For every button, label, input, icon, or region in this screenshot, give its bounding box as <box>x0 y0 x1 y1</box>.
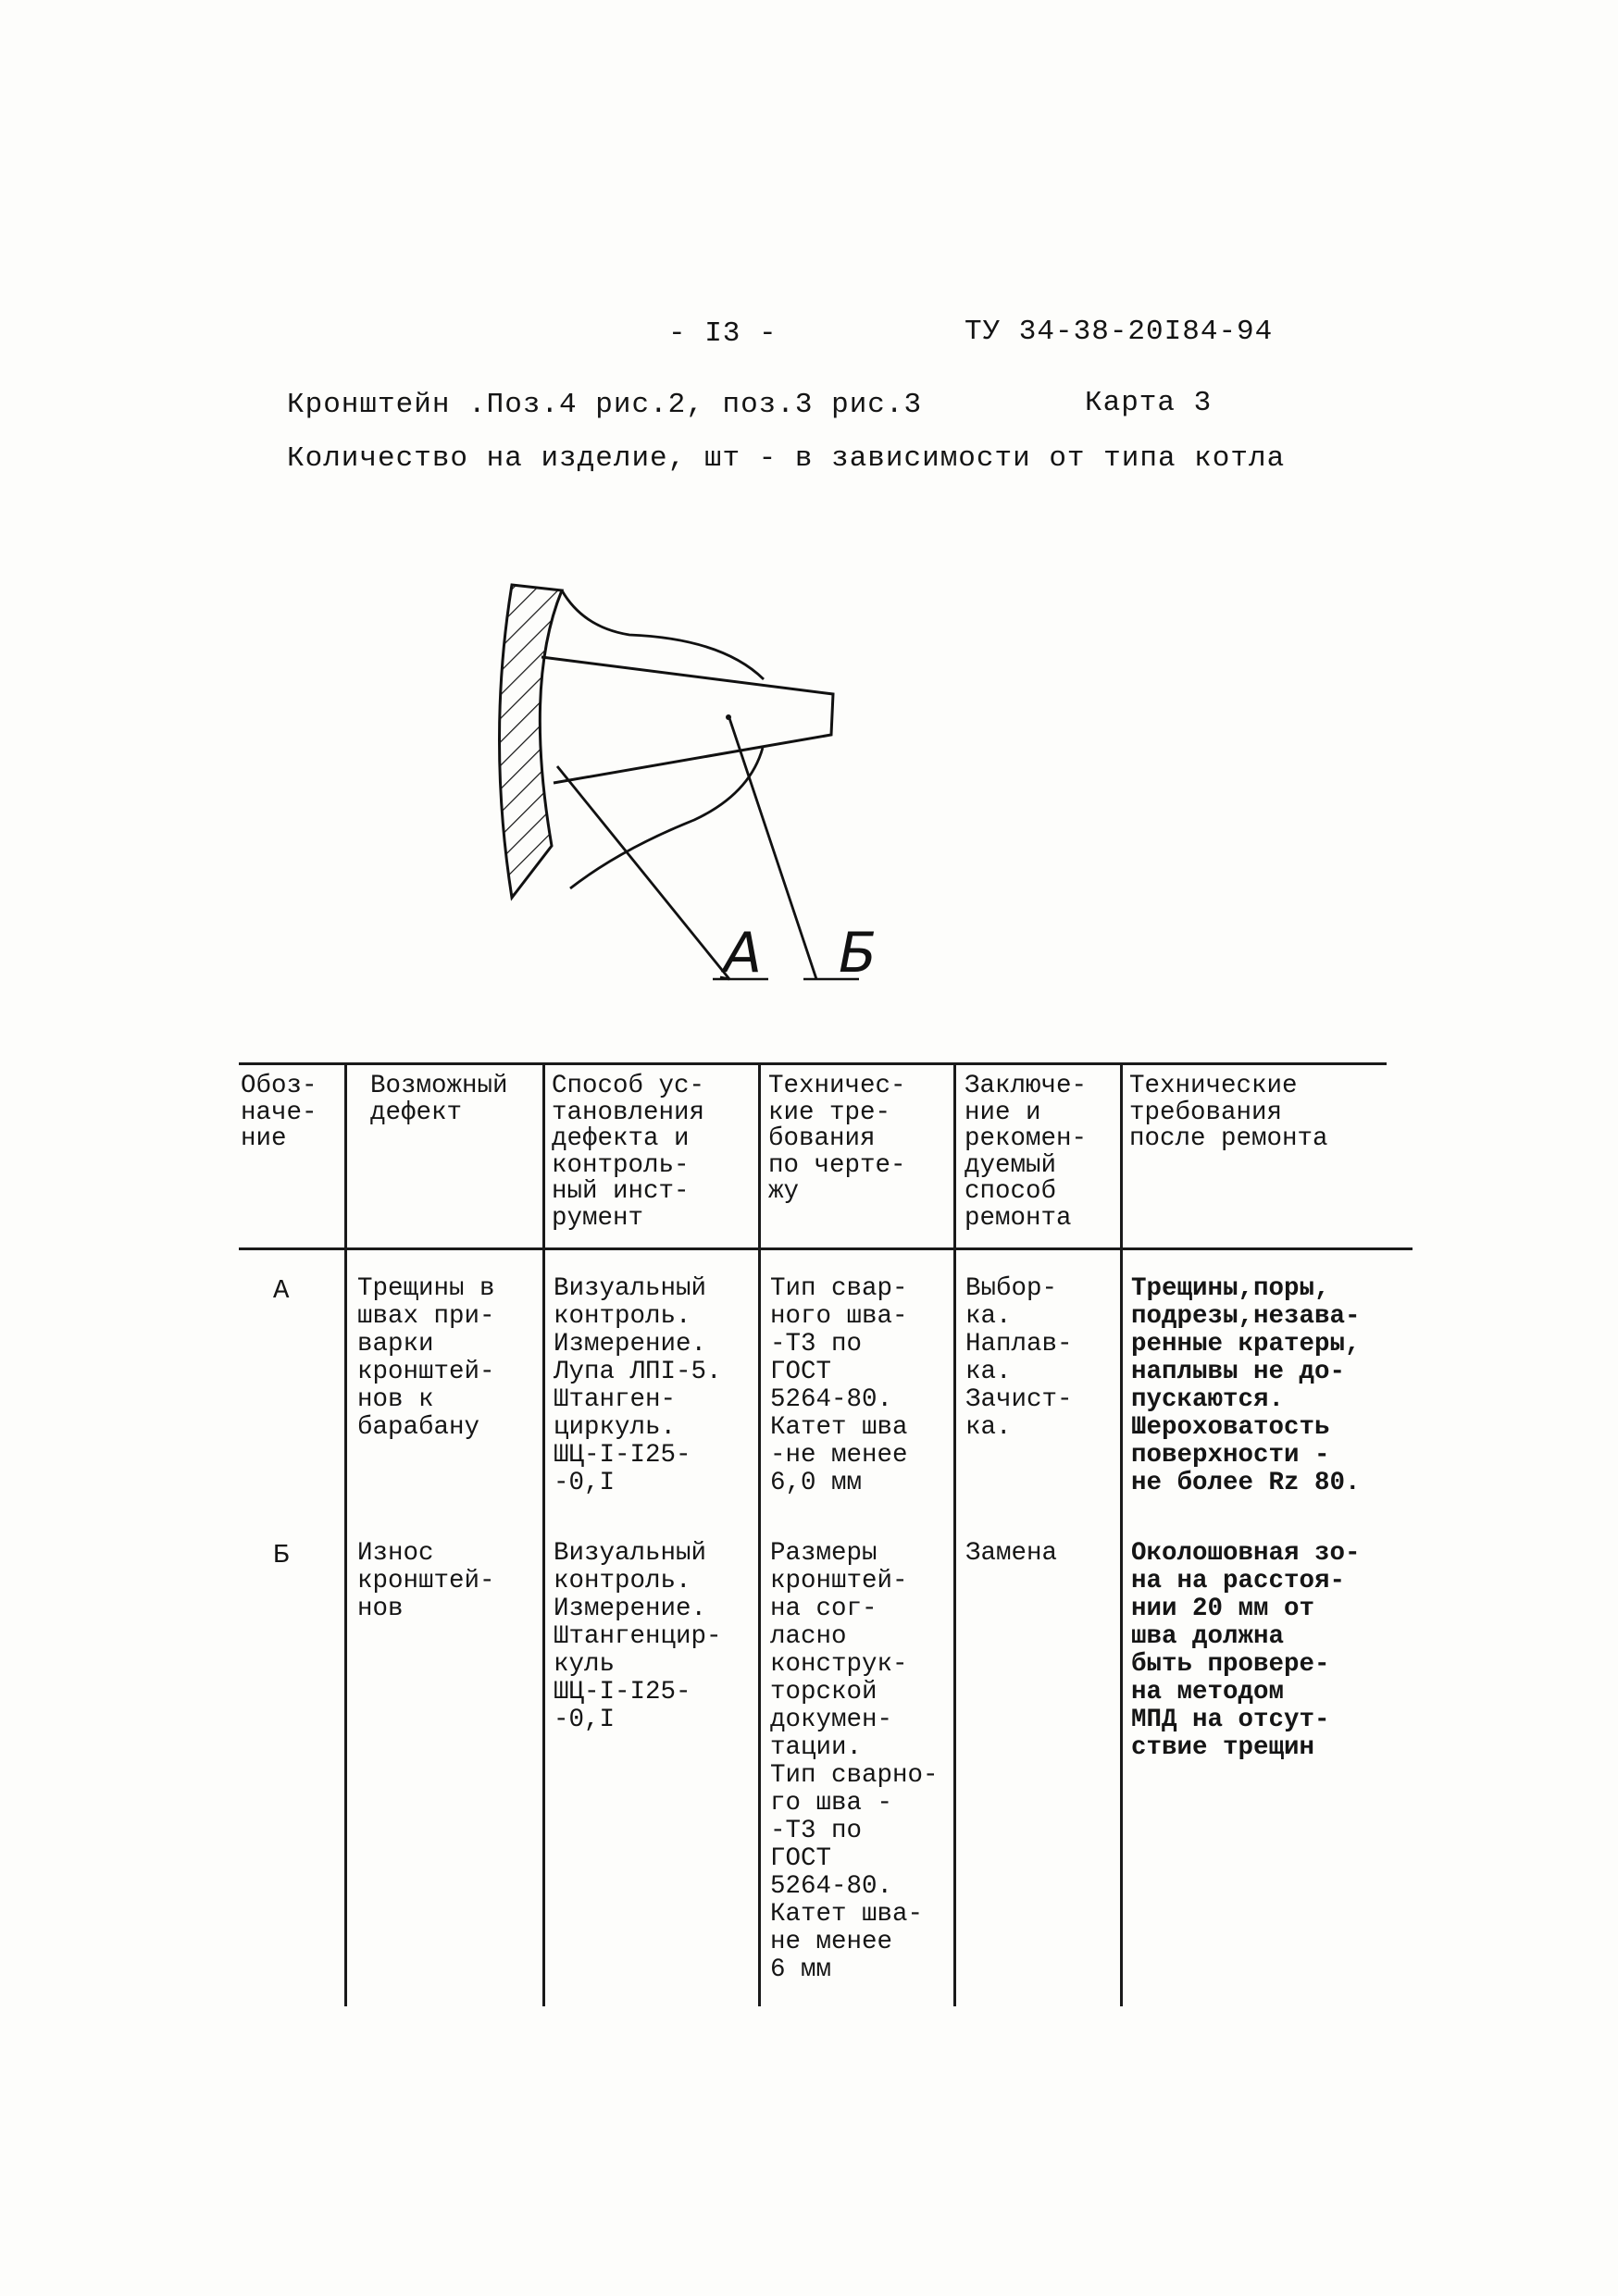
row-b-designation: Б <box>273 1540 290 1570</box>
row-b-repair-method: Замена <box>965 1539 1058 1568</box>
row-b-detection-method: Визуальный контроль. Измерение. Штангенцир- куль ШЦ-I-I25- -0,I <box>554 1539 722 1734</box>
row-a-defect: Трещины в швах при- варки кронштей- нов к барабану <box>357 1274 495 1442</box>
label-b: Б <box>839 921 877 986</box>
table-header-rule <box>239 1247 1413 1250</box>
card-number: Карта 3 <box>1085 387 1213 419</box>
document-code: ТУ 34-38-20I84-94 <box>965 316 1274 348</box>
header-after-repair: Технические требования после ремонта <box>1129 1072 1328 1153</box>
header-designation: Обоз- наче- ние <box>241 1072 317 1153</box>
header-repair-method: Заключе- ние и рекомен- дуемый способ ремонта <box>965 1072 1088 1233</box>
label-a: А <box>724 921 763 986</box>
page-number: - I3 - <box>668 317 778 350</box>
quantity-note: Количество на изделие, шт - в зависимости от типа котла <box>287 442 1286 475</box>
column-divider-1 <box>344 1062 347 2006</box>
part-title: Кронштейн .Поз.4 рис.2, поз.3 рис.3 <box>287 389 923 421</box>
table-top-rule <box>239 1062 1387 1065</box>
header-defect: Возможный дефект <box>370 1072 508 1127</box>
row-a-drawing-requirements: Тип свар- ного шва- -Т3 по ГОСТ 5264-80. Катет шва -не менее 6,0 мм <box>770 1274 908 1497</box>
row-a-detection-method: Визуальный контроль. Измерение. Лупа ЛПI-5. Штанген- циркуль. ШЦ-I-I25- -0,I <box>554 1274 722 1497</box>
header-detection-method: Способ ус- тановления дефекта и контроль- ный инст- румент <box>552 1072 705 1233</box>
column-divider-3 <box>758 1062 761 2006</box>
row-a-after-repair: Трещины,поры, подрезы,незава- ренные кратеры, наплывы не до- пускаются. Шероховатость поверхности - не более Rz 80. <box>1131 1274 1361 1497</box>
row-b-defect: Износ кронштей- нов <box>357 1539 495 1623</box>
row-a-designation: А <box>273 1275 290 1306</box>
row-a-repair-method: Выбор- ка. Наплав- ка. Зачист- ка. <box>965 1274 1073 1442</box>
row-b-drawing-requirements: Размеры кронштей- на сог- ласно конструк- торской докумен- тации. Тип сварно- го шва - -Т3 по ГОСТ 5264-80. Катет шва- не менее 6 мм <box>770 1539 939 1984</box>
row-b-after-repair: Околошовная зо- на на расстоя- нии 20 мм от шва должна быть провере- на методом МПД на отсут- ствие трещин <box>1131 1539 1361 1762</box>
column-divider-4 <box>953 1062 956 2006</box>
header-drawing-requirements: Техничес- кие тре- бования по черте- жу <box>768 1072 906 1206</box>
column-divider-2 <box>542 1062 545 2006</box>
column-divider-5 <box>1120 1062 1123 2006</box>
